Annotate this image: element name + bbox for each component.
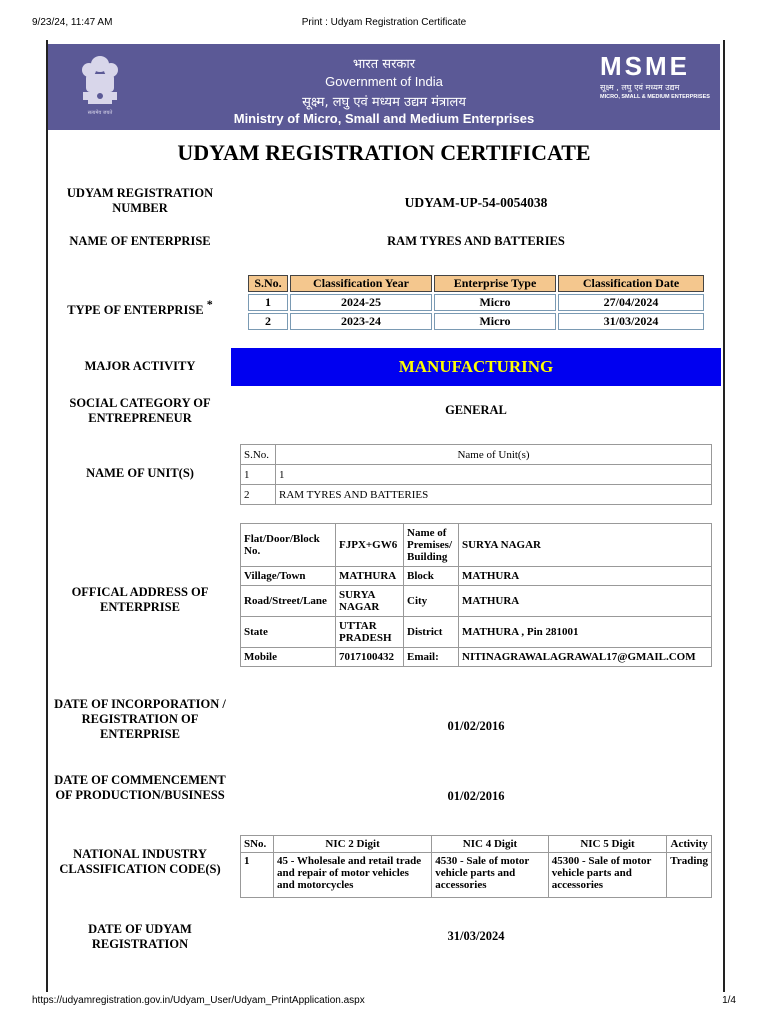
table-cell: Road/Street/Lane bbox=[241, 586, 336, 617]
print-page-number: 1/4 bbox=[722, 995, 736, 1006]
table-cell: Email: bbox=[404, 648, 459, 667]
svg-text:सत्यमेव जयते: सत्यमेव जयते bbox=[87, 110, 113, 116]
incorporation-date-value: 01/02/2016 bbox=[447, 719, 505, 733]
classification-table bbox=[246, 273, 706, 332]
msme-logo-english: MICRO, SMALL & MEDIUM ENTERPRISES bbox=[600, 94, 710, 100]
reg-number-label: UDYAM REGISTRATION NUMBER bbox=[66, 186, 214, 215]
table-cell: MATHURA bbox=[336, 567, 404, 586]
commencement-date-label: DATE OF COMMENCEMENT OF PRODUCTION/BUSINESS bbox=[54, 773, 226, 802]
banner-hindi-govt: भारत सरकार bbox=[352, 57, 416, 72]
table-row bbox=[241, 524, 712, 567]
table-row bbox=[241, 465, 712, 485]
table-row bbox=[241, 445, 712, 465]
social-category-label: SOCIAL CATEGORY OF ENTREPRENEUR bbox=[69, 396, 211, 425]
msme-logo-hindi: सूक्ष्म , लघु एवं मध्यम उद्यम bbox=[600, 83, 680, 92]
table-cell: Micro bbox=[434, 313, 556, 330]
units-table bbox=[240, 444, 712, 505]
table-header-cell: SNo. bbox=[241, 836, 274, 853]
classification-header-cell: Classification Year bbox=[290, 275, 432, 292]
table-cell: 2024-25 bbox=[290, 294, 432, 311]
table-cell: 7017100432 bbox=[336, 648, 404, 667]
print-footer bbox=[0, 992, 768, 1024]
major-activity-value: MANUFACTURING bbox=[231, 348, 721, 386]
table-cell: 45 - Wholesale and retail trade and repair of motor vehicles and motorcycles bbox=[273, 853, 431, 898]
udyam-date-label: DATE OF UDYAM REGISTRATION bbox=[88, 922, 192, 951]
table-cell: NITINAGRAWALAGRAWAL17@GMAIL.COM bbox=[459, 648, 712, 667]
table-header-cell: S.No. bbox=[241, 445, 276, 465]
table-cell: 1 bbox=[241, 465, 276, 485]
print-url: https://udyamregistration.gov.in/Udyam_User/Udyam_PrintApplication.aspx bbox=[32, 995, 365, 1006]
nic-label: NATIONAL INDUSTRY CLASSIFICATION CODE(S) bbox=[59, 847, 221, 876]
table-cell: 4530 - Sale of motor vehicle parts and accessories bbox=[432, 853, 549, 898]
table-row bbox=[241, 648, 712, 667]
table-cell: 31/03/2024 bbox=[558, 313, 704, 330]
table-header-cell: NIC 2 Digit bbox=[273, 836, 431, 853]
table-cell: Village/Town bbox=[241, 567, 336, 586]
banner-govt: Government of India bbox=[325, 74, 443, 89]
table-row bbox=[241, 617, 712, 648]
table-cell: 27/04/2024 bbox=[558, 294, 704, 311]
classification-header-cell: Enterprise Type bbox=[434, 275, 556, 292]
table-cell: 45300 - Sale of motor vehicle parts and accessories bbox=[548, 853, 667, 898]
table-cell: MATHURA , Pin 281001 bbox=[459, 617, 712, 648]
table-cell: Name of Premises/ Building bbox=[404, 524, 459, 567]
units-label: NAME OF UNIT(S) bbox=[86, 466, 194, 480]
table-cell: Trading bbox=[667, 853, 712, 898]
msme-logo-text: MSME bbox=[600, 51, 690, 81]
enterprise-type-label bbox=[52, 297, 228, 318]
table-cell: State bbox=[241, 617, 336, 648]
table-row bbox=[241, 853, 712, 898]
table-cell: 2 bbox=[241, 485, 276, 505]
udyam-date-value: 31/03/2024 bbox=[447, 929, 505, 943]
table-cell: District bbox=[404, 617, 459, 648]
table-row bbox=[241, 567, 712, 586]
table-header-cell: Activity bbox=[667, 836, 712, 853]
nic-table bbox=[240, 835, 712, 898]
major-activity-label: MAJOR ACTIVITY bbox=[84, 359, 196, 373]
table-cell: 2 bbox=[248, 313, 288, 330]
classification-header-cell: S.No. bbox=[248, 275, 288, 292]
incorporation-date-label: DATE OF INCORPORATION / REGISTRATION OF ENTERPRISE bbox=[54, 697, 226, 741]
msme-logo bbox=[600, 52, 710, 122]
reg-number-value: UDYAM-UP-54-0054038 bbox=[404, 195, 548, 210]
print-datetime: 9/23/24, 11:47 AM bbox=[32, 17, 113, 28]
classification-header-row bbox=[248, 275, 704, 292]
table-row bbox=[241, 586, 712, 617]
table-cell: 2023-24 bbox=[290, 313, 432, 330]
table-cell: Block bbox=[404, 567, 459, 586]
table-cell: MATHURA bbox=[459, 586, 712, 617]
table-cell: Micro bbox=[434, 294, 556, 311]
table-row bbox=[241, 836, 712, 853]
table-header-cell: NIC 4 Digit bbox=[432, 836, 549, 853]
enterprise-name-value: RAM TYRES AND BATTERIES bbox=[387, 234, 565, 248]
table-cell: City bbox=[404, 586, 459, 617]
classification-header-cell: Classification Date bbox=[558, 275, 704, 292]
table-header-cell: Name of Unit(s) bbox=[276, 445, 712, 465]
banner-ministry: Ministry of Micro, Small and Medium Enterprises bbox=[233, 111, 535, 126]
print-page-title: Print : Udyam Registration Certificate bbox=[301, 17, 467, 28]
banner-hindi-ministry: सूक्ष्म, लघु एवं मध्यम उद्यम मंत्रालय bbox=[302, 95, 466, 110]
table-cell: FJPX+GW6 bbox=[336, 524, 404, 567]
table-cell: SURYA NAGAR bbox=[459, 524, 712, 567]
table-cell: Mobile bbox=[241, 648, 336, 667]
table-row bbox=[248, 294, 704, 311]
certificate-title: UDYAM REGISTRATION CERTIFICATE bbox=[177, 140, 591, 165]
table-header-cell: NIC 5 Digit bbox=[548, 836, 667, 853]
address-table bbox=[240, 523, 712, 667]
table-cell: RAM TYRES AND BATTERIES bbox=[276, 485, 712, 505]
table-cell: 1 bbox=[248, 294, 288, 311]
table-cell: UTTAR PRADESH bbox=[336, 617, 404, 648]
table-row bbox=[241, 485, 712, 505]
commencement-date-value: 01/02/2016 bbox=[447, 789, 505, 803]
enterprise-type-star: * bbox=[206, 297, 213, 311]
table-cell: SURYA NAGAR bbox=[336, 586, 404, 617]
table-cell: 1 bbox=[241, 853, 274, 898]
table-cell: Flat/Door/Block No. bbox=[241, 524, 336, 567]
social-category-value: GENERAL bbox=[445, 403, 507, 417]
table-row bbox=[248, 313, 704, 330]
enterprise-name-label: NAME OF ENTERPRISE bbox=[69, 234, 211, 248]
print-header bbox=[0, 0, 768, 40]
enterprise-type-label-text: TYPE OF ENTERPRISE bbox=[67, 303, 204, 317]
address-label: OFFICAL ADDRESS OF ENTERPRISE bbox=[71, 585, 209, 614]
table-cell: MATHURA bbox=[459, 567, 712, 586]
table-cell: 1 bbox=[276, 465, 712, 485]
ministry-banner bbox=[48, 44, 720, 130]
